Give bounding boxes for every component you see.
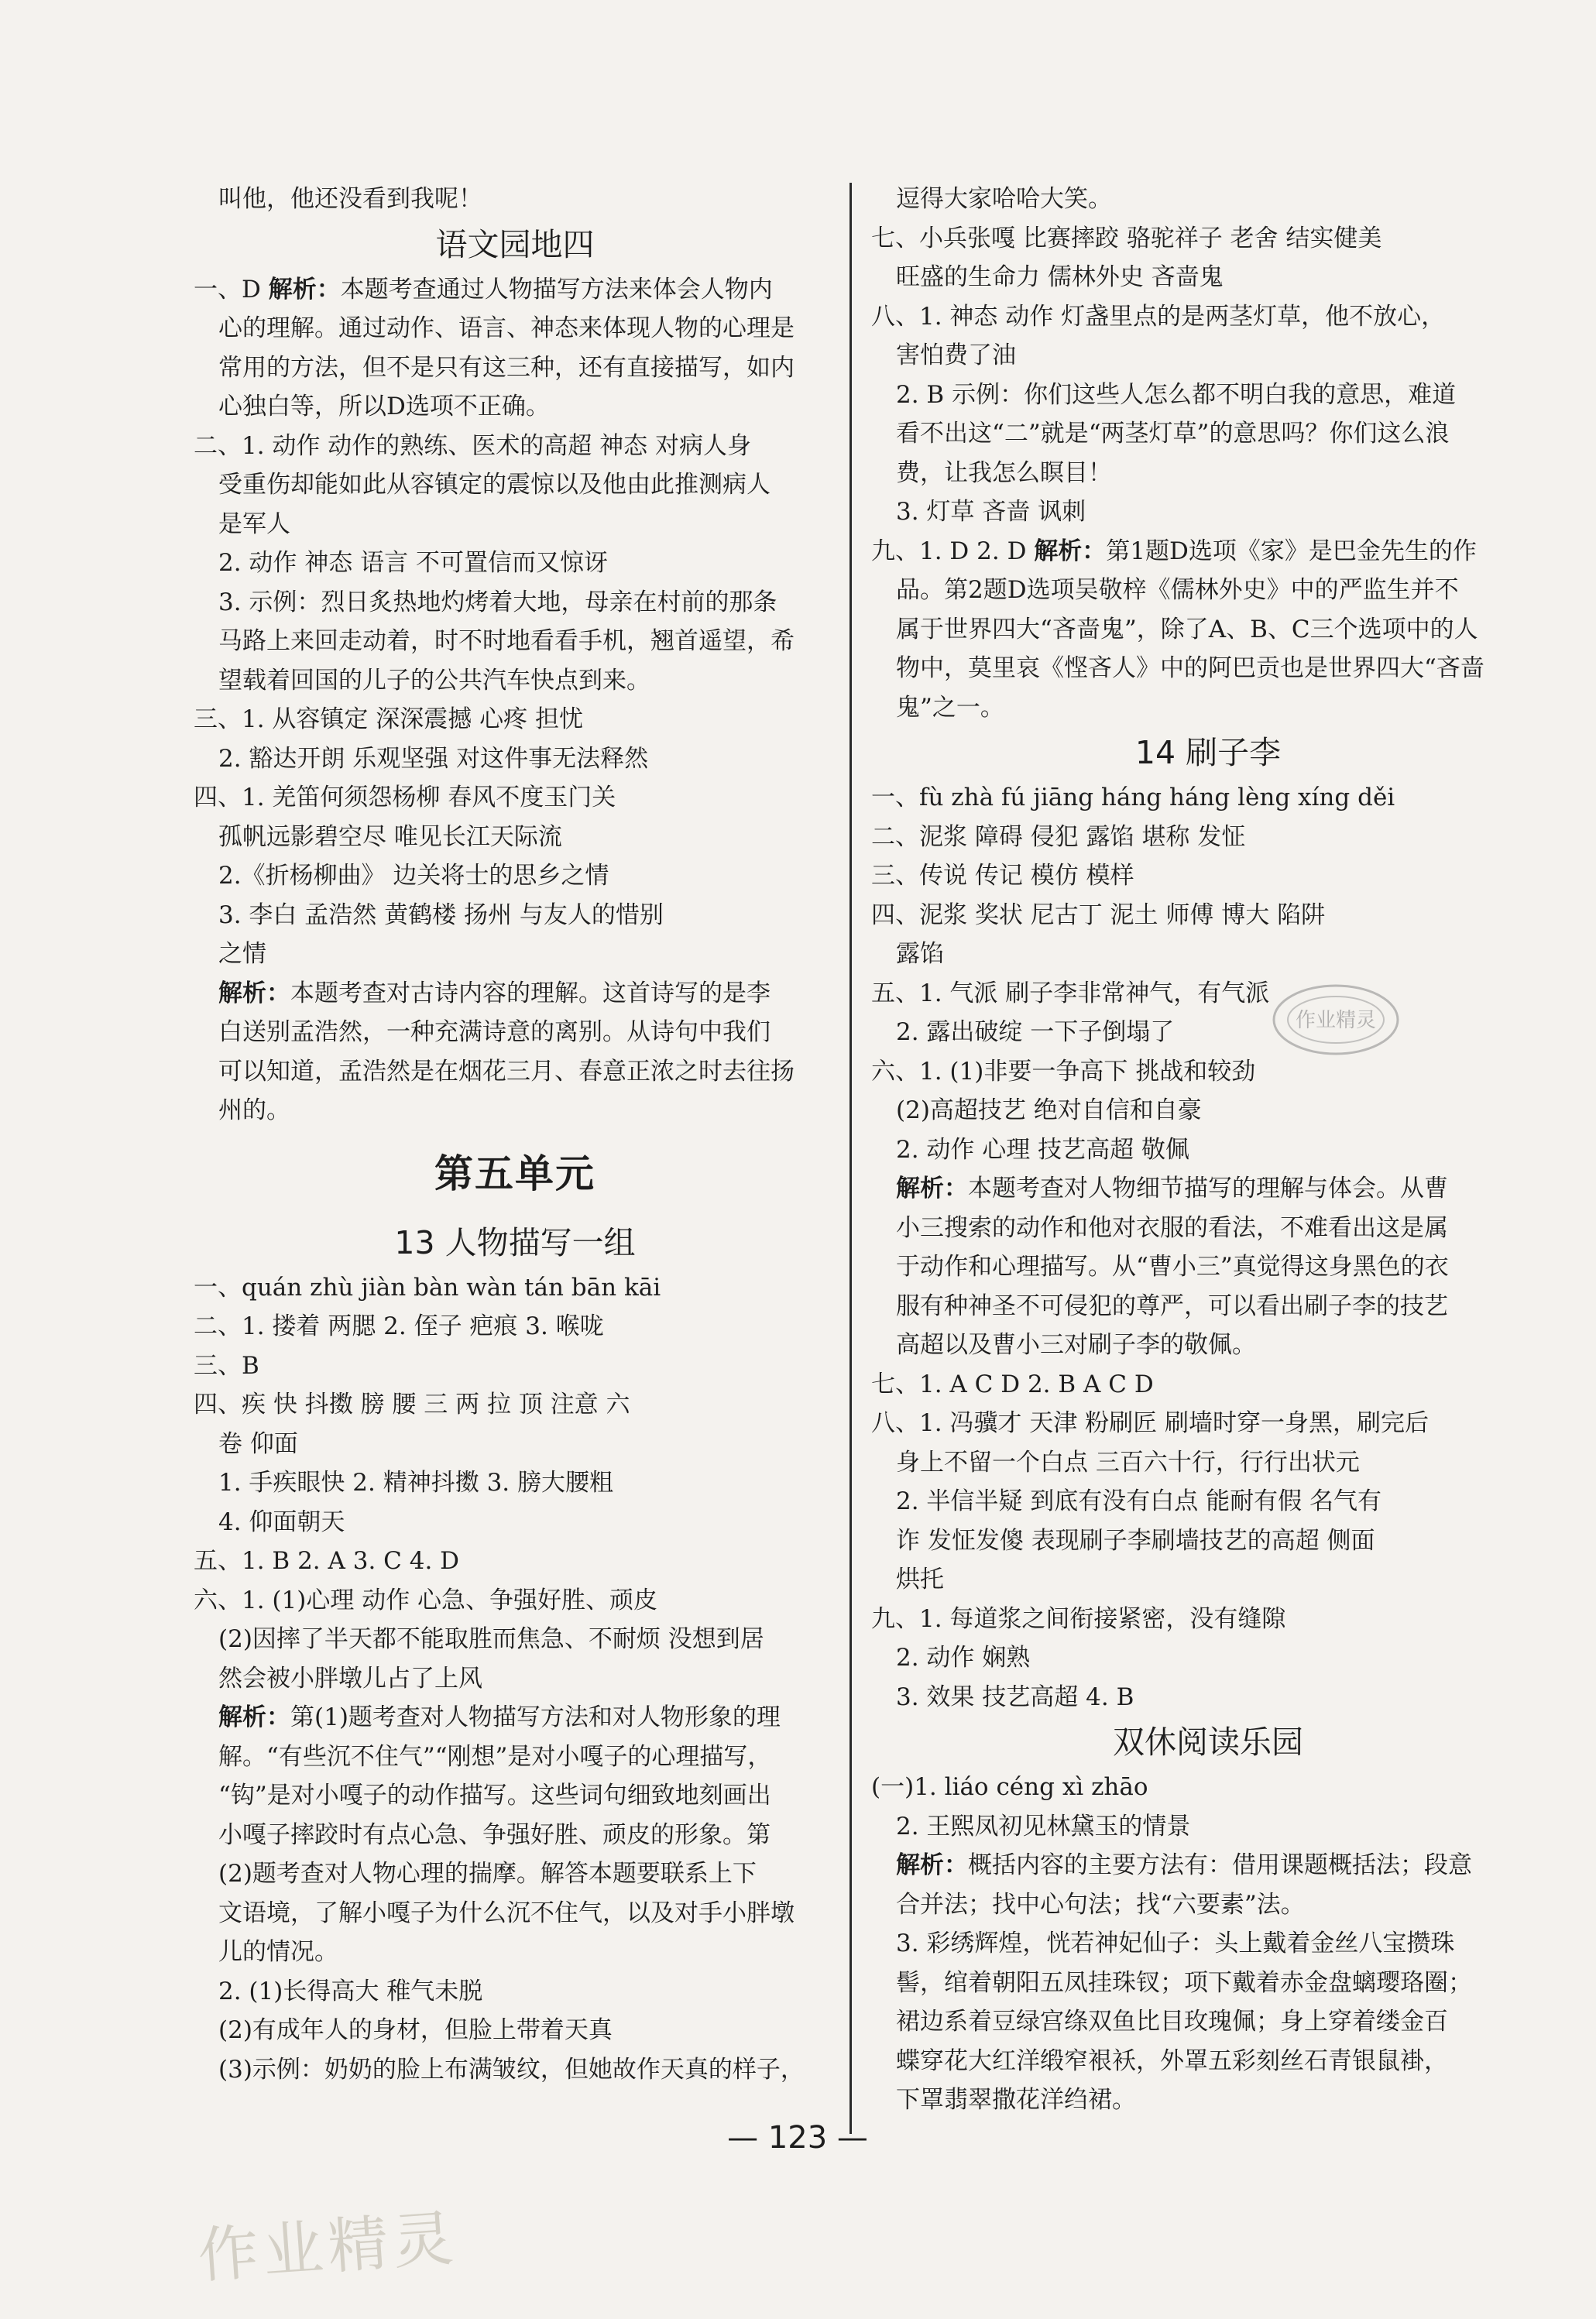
answer-text: 八、1. 神态 动作 灯盏里点的是两茎灯草，他不放心，: [871, 302, 1446, 331]
answer-line: [871, 1964, 1545, 2003]
stamp-logo-icon: [1266, 977, 1406, 1062]
analysis-label: 解析：: [218, 1703, 290, 1731]
answer-text: (2)有成年人的身材，但脸上带着天真: [218, 2016, 613, 2044]
answer-line: [194, 1346, 836, 1386]
answer-text: 心的理解。通过动作、语言、神态来体现人物的心理是: [218, 314, 795, 342]
answer-line: [194, 1463, 836, 1503]
answer-line: [871, 1365, 1545, 1405]
answer-line: [194, 465, 836, 505]
answer-line: [871, 856, 1545, 896]
answer-text: 望载着回国的儿子的公共汽车快点到来。: [218, 666, 650, 695]
answer-text: “钩”是对小嘎子的动作描写。这些词句细致地刻画出: [218, 1782, 771, 1810]
answer-line: [871, 1209, 1545, 1248]
answer-text: 叫他，他还没看到我呢！: [218, 185, 482, 213]
answer-line: [871, 532, 1545, 571]
answer-line: [871, 1287, 1545, 1326]
answer-text: 髻，绾着朝阳五凤挂珠钗；项下戴着赤金盘螭璎珞圈；: [896, 1968, 1472, 1997]
answer-line: [194, 427, 836, 466]
answer-line: [871, 1247, 1545, 1287]
answer-text: 四、疾 快 抖擞 膀 腰 三 两 拉 顶 注意 六: [194, 1391, 630, 1419]
answer-line: [871, 1885, 1545, 1925]
answer-text: 然会被小胖墩儿占了上风: [218, 1664, 482, 1693]
answer-text: 害怕费了油: [896, 341, 1016, 369]
answer-text: 九、1. 每道浆之间衔接紧密，没有缝隙: [871, 1604, 1286, 1633]
section-heading: 14 刷子李: [1134, 734, 1282, 771]
answer-line: [194, 974, 836, 1014]
answer-line: [871, 649, 1545, 688]
answer-text: 身上不留一个白点 三百六十行，行行出状元: [896, 1448, 1360, 1477]
answer-line: [871, 571, 1545, 610]
answer-text: 品。第2题D选项吴敬梓《儒林外史》中的严监生并不: [896, 576, 1459, 604]
answer-text: 之情: [218, 940, 266, 968]
answer-text: 下罩翡翠撒花洋绉裙。: [896, 2086, 1136, 2114]
answer-line: [194, 622, 836, 661]
answer-line: [194, 180, 836, 219]
answer-text: 州的。: [218, 1096, 290, 1124]
answer-text: 2. 豁达开朗 乐观坚强 对这件事无法释然: [218, 744, 649, 773]
answer-text: (3)示例：奶奶的脸上布满皱纹，但她故作天真的样子，: [218, 2055, 805, 2084]
answer-text: 常用的方法，但不是只有这三种，还有直接描写，如内: [218, 353, 795, 382]
answer-line: [871, 896, 1545, 935]
answer-text: (2)高超技艺 绝对自信和自豪: [896, 1096, 1202, 1124]
answer-line: [194, 1581, 836, 1621]
answer-line: [871, 2042, 1545, 2081]
left-column: [194, 180, 836, 2089]
answer-line: [871, 336, 1545, 376]
answer-line: [194, 1425, 836, 1464]
answer-text: 露馅: [896, 940, 944, 968]
answer-text: 逗得大家哈哈大笑。: [896, 185, 1112, 213]
answer-line: [194, 2011, 836, 2050]
answer-text: 受重伤却能如此从容镇定的震惊以及他由此推测病人: [218, 471, 771, 499]
answer-text: 六、1. (1)非要一争高下 挑战和较劲: [871, 1057, 1256, 1086]
answer-text: 4. 仰面朝天: [218, 1508, 345, 1536]
answer-line: [194, 818, 836, 857]
answer-text: 物中，莫里哀《悭吝人》中的阿巴贡也是世界四大“吝啬: [896, 654, 1484, 682]
answer-line: [194, 544, 836, 583]
answer-line: [194, 1776, 836, 1816]
answer-line: [871, 1521, 1545, 1561]
answer-line: [871, 1404, 1545, 1443]
answer-line: [194, 1854, 836, 1894]
answer-text: (一)1. liáo céng xì zhāo: [871, 1773, 1148, 1801]
answer-text: 二、1. 搂着 两腮 2. 侄子 疤痕 3. 喉咙: [194, 1312, 604, 1340]
answer-text: 五、1. 气派 刷子李非常神气，有气派: [871, 979, 1270, 1007]
answer-line: [194, 1307, 836, 1346]
answer-line: [871, 778, 1545, 818]
answer-text: 四、1. 羌笛何须怨杨柳 春风不度玉门关: [194, 784, 616, 811]
answer-text: 文语境，了解小嘎子为什么沉不住气，以及对手小胖墩: [218, 1899, 795, 1927]
answer-text: 2. 动作 娴熟: [896, 1644, 1031, 1672]
answer-line: [194, 1091, 836, 1130]
answer-text: 二、泥浆 障碍 侵犯 露馅 堪称 发怔: [871, 822, 1246, 851]
answer-line: [194, 1385, 836, 1425]
answer-line: [871, 1482, 1545, 1521]
answer-line: [871, 1924, 1545, 1964]
answer-text: (2)题考查对人物心理的揣摩。解答本题要联系上下: [218, 1860, 757, 1888]
answer-text: 解。“有些沉不住气”“刚想”是对小嘎子的心理描写，: [218, 1742, 772, 1771]
answer-text: 裙边系着豆绿宫绦双鱼比目玫瑰佩；身上穿着缕金百: [896, 2008, 1448, 2036]
answer-line: [871, 1846, 1545, 1885]
answer-line: [194, 348, 836, 388]
answer-line: [871, 2002, 1545, 2042]
answer-line: [194, 1052, 836, 1092]
answer-line: [194, 856, 836, 896]
answer-line: [871, 376, 1545, 415]
answer-line: [871, 454, 1545, 493]
answer-line: [871, 1169, 1545, 1209]
answer-line: [871, 2081, 1545, 2120]
answer-line: [194, 505, 836, 544]
answer-line: [194, 1738, 836, 1777]
section-heading: 双休阅读乐园: [1113, 1724, 1303, 1761]
answer-text: 小嘎子摔跤时有点心急、争强好胜、顽皮的形象。第: [218, 1820, 771, 1849]
answer-text: 一、fù zhà fú jiāng háng háng lèng xíng děi: [871, 784, 1395, 811]
answer-text: 3. 效果 技艺高超 4. B: [896, 1683, 1134, 1711]
answer-line: [871, 1013, 1545, 1052]
answer-line: [194, 583, 836, 623]
answer-text: 服有种神圣不可侵犯的尊严，可以看出刷子李的技艺: [896, 1292, 1448, 1320]
answer-prefix: 一、D: [194, 275, 269, 304]
answer-line: [194, 1659, 836, 1699]
answer-text: 小三搜索的动作和他对衣服的看法，不难看出这是属: [896, 1213, 1448, 1242]
answer-text: 二、1. 动作 动作的熟练、医术的高超 神态 对病人身: [194, 431, 751, 460]
answer-line: [194, 1620, 836, 1659]
answer-line: [871, 1326, 1545, 1365]
answer-text: 本题考查对古诗内容的理解。这首诗写的是李: [290, 979, 771, 1007]
answer-text: 可以知道，孟浩然是在烟花三月、春意正浓之时去往扬: [218, 1057, 795, 1086]
answer-line: [871, 610, 1545, 650]
answer-text: 高超以及曹小三对刷子李的敬佩。: [896, 1331, 1256, 1359]
answer-line: [871, 1130, 1545, 1170]
answer-line: [871, 1678, 1545, 1717]
answer-text: 2. 动作 心理 技艺高超 敬佩: [896, 1135, 1189, 1164]
page-number: — 123 —: [727, 2120, 868, 2156]
answer-line: [871, 219, 1545, 259]
answer-text: 2. 半信半疑 到底有没有白点 能耐有假 名气有: [896, 1487, 1381, 1515]
answer-line: [194, 661, 836, 701]
answer-line: [194, 270, 836, 310]
answer-text: 3. 彩绣辉煌，恍若神妃仙子：头上戴着金丝八宝攒珠: [896, 1930, 1455, 1957]
answer-text: 卷 仰面: [218, 1429, 298, 1458]
answer-text: 心独白等，所以D选项不正确。: [218, 393, 550, 420]
answer-line: [194, 1503, 836, 1542]
answer-text: 第1题D选项《家》是巴金先生的作: [1106, 537, 1477, 565]
answer-text: 2. 动作 神态 语言 不可置信而又惊讶: [218, 549, 608, 577]
answer-line: [194, 2050, 836, 2090]
answer-line: [194, 309, 836, 348]
answer-line: [194, 1268, 836, 1308]
answer-text: 2. 王熙凤初见林黛玉的情景: [896, 1812, 1191, 1840]
answer-line: [871, 1560, 1545, 1600]
answer-text: 2. (1)长得高大 稚气未脱: [218, 1977, 483, 2005]
answer-line: [871, 688, 1545, 728]
answer-line: [871, 180, 1545, 219]
answer-text: 3. 示例：烈日炙热地灼烤着大地，母亲在村前的那条: [218, 588, 777, 616]
answer-line: [871, 818, 1545, 857]
answer-line: [871, 297, 1545, 337]
answer-text: 一、quán zhù jiàn bàn wàn tán bān kāi: [194, 1273, 661, 1302]
answer-text: 本题考查对人物细节描写的理解与体会。从曹: [968, 1175, 1448, 1202]
analysis-label: 解析：: [1034, 537, 1107, 565]
answer-text: 三、B: [194, 1351, 259, 1380]
answer-text: 诈 发怔发傻 表现刷子李刷墙技艺的高超 侧面: [896, 1526, 1375, 1555]
answer-text: 属于世界四大“吝啬鬼”，除了A、B、C三个选项中的人: [896, 615, 1478, 643]
answer-line: [194, 1972, 836, 2012]
answer-text: 烘托: [896, 1566, 944, 1593]
right-column: [871, 180, 1545, 2120]
answer-line: [194, 700, 836, 739]
answer-text: 蝶穿花大红洋缎窄裉袄，外罩五彩刻丝石青银鼠褂，: [896, 2046, 1448, 2075]
answer-line: [871, 1768, 1545, 1807]
answer-line: [871, 1807, 1545, 1847]
answer-line: [194, 1698, 836, 1738]
answer-text: 看不出这“二”就是“两茎灯草”的意思吗？你们这么浪: [896, 420, 1450, 448]
answer-text: 2. B 示例：你们这些人怎么都不明白我的意思，难道: [896, 380, 1457, 409]
answer-line: [194, 1542, 836, 1581]
answer-text: 六、1. (1)心理 动作 心急、争强好胜、顽皮: [194, 1586, 658, 1614]
answer-line: [194, 387, 836, 427]
answer-text: 费，让我怎么瞑目！: [896, 458, 1112, 487]
answer-line: [871, 492, 1545, 532]
answer-line: [871, 414, 1545, 454]
answer-text: 孤帆远影碧空尽 唯见长江天际流: [218, 822, 562, 851]
analysis-label: 解析：: [896, 1851, 968, 1879]
section-heading: 13 人物描写一组: [394, 1223, 636, 1261]
answer-line: [194, 1933, 836, 1972]
answer-text: 合并法；找中心句法；找“六要素”法。: [896, 1890, 1305, 1919]
section-heading: 语文园地四: [435, 225, 595, 263]
answer-text: 2.《折杨柳曲》 边关将士的思乡之情: [218, 862, 609, 890]
answer-text: 1. 手疾眼快 2. 精神抖擞 3. 膀大腰粗: [218, 1469, 614, 1497]
answer-line: [194, 896, 836, 935]
column-divider: [849, 183, 852, 2134]
answer-line: [194, 1013, 836, 1052]
answer-text: 3. 李白 孟浩然 黄鹤楼 扬州 与友人的惜别: [218, 900, 664, 929]
answer-line: [871, 974, 1545, 1014]
answer-text: 旺盛的生命力 儒林外史 吝啬鬼: [896, 263, 1224, 291]
answer-text: 概括内容的主要方法有：借用课题概括法；段意: [968, 1851, 1472, 1879]
answer-text: (2)因摔了半天都不能取胜而焦急、不耐烦 没想到居: [218, 1625, 764, 1653]
answer-text: 儿的情况。: [218, 1938, 338, 1966]
answer-line: [871, 1443, 1545, 1483]
answer-line: [194, 1894, 836, 1933]
answer-text: 鬼”之一。: [896, 693, 1004, 722]
answer-text: 于动作和心理描写。从“曹小三”真觉得这身黑色的衣: [896, 1253, 1449, 1281]
answer-text: 2. 露出破绽 一下子倒塌了: [896, 1018, 1175, 1046]
answer-text: 白送别孟浩然，一种充满诗意的离别。从诗句中我们: [218, 1018, 771, 1046]
answer-text: 马路上来回走动着，时不时地看看手机，翘首遥望，希: [218, 627, 795, 655]
answer-text: 七、小兵张嘎 比赛摔跤 骆驼祥子 老舍 结实健美: [871, 224, 1382, 252]
answer-line: [194, 1816, 836, 1855]
analysis-label: 解析：: [218, 979, 290, 1007]
answer-text: 三、传说 传记 模仿 模样: [871, 862, 1134, 890]
answer-text: 五、1. B 2. A 3. C 4. D: [194, 1547, 460, 1575]
svg-text:作业精灵: 作业精灵: [1295, 1009, 1377, 1032]
answer-text: 三、1. 从容镇定 深深震撼 心疼 担忧: [194, 705, 583, 733]
analysis-label: 解析：: [896, 1175, 968, 1202]
answer-text: 七、1. A C D 2. B A C D: [871, 1370, 1154, 1398]
answer-line: [871, 1091, 1545, 1130]
answer-text: 本题考查通过人物描写方法来体会人物内: [340, 275, 773, 304]
answer-text: 是军人: [218, 509, 290, 538]
answer-line: [871, 258, 1545, 297]
answer-line: [194, 935, 836, 974]
analysis-label: 解析：: [268, 275, 341, 304]
answer-line: [194, 739, 836, 779]
answer-text: 3. 灯草 吝啬 讽刺: [896, 498, 1086, 526]
answer-line: [871, 1052, 1545, 1092]
answer-text: 四、泥浆 奖状 尼古丁 泥土 师傅 博大 陷阱: [871, 900, 1326, 929]
answer-line: [871, 1600, 1545, 1639]
answer-line: [871, 935, 1545, 974]
answer-text: 第(1)题考查对人物描写方法和对人物形象的理: [290, 1703, 781, 1731]
answer-line: [871, 1638, 1545, 1678]
answer-text: 八、1. 冯骥才 天津 粉刷匠 刷墙时穿一身黑，刷完后: [871, 1409, 1429, 1437]
watermark: 作业精灵: [195, 2204, 461, 2292]
answer-line: [194, 778, 836, 818]
answer-prefix: 九、1. D 2. D: [871, 537, 1035, 565]
unit-title: 第五单元: [434, 1151, 595, 1196]
